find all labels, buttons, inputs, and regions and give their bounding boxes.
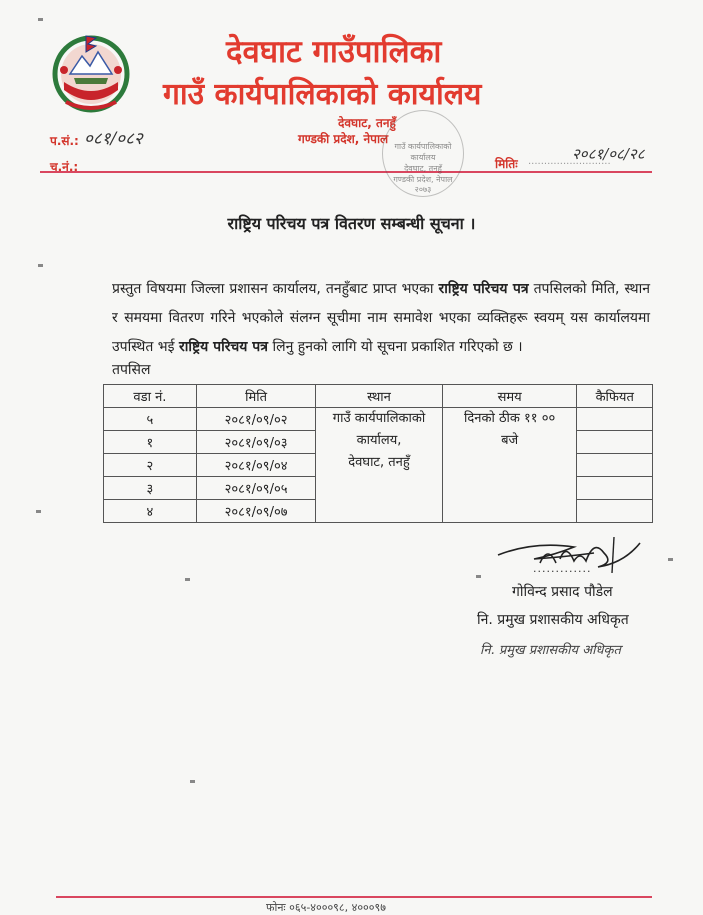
ref-number-value: ०८१/०८२	[84, 129, 143, 149]
body-part5: लिनु हुनको लागि यो सूचना प्रकाशित गरिएको छ ।	[268, 339, 523, 355]
scan-speck	[668, 558, 673, 561]
ward-cell: ५	[104, 408, 197, 431]
body-part1: प्रस्तुत विषयमा जिल्ला प्रशासन कार्यालय, तनहुँबाट प्राप्त भएका	[112, 281, 439, 297]
scan-speck	[36, 510, 41, 513]
notice-body	[112, 275, 650, 362]
table-row	[104, 408, 653, 431]
office-title-line1: देवघाट गाउँपालिका	[226, 34, 442, 70]
place-line2: कार्यालय,	[356, 433, 402, 448]
place-line3: देवघाट, तनहुँ	[348, 455, 410, 470]
date-value: २०८१/०८/२८	[572, 145, 645, 163]
place-line1: गाउँ कार्यपालिकाको	[332, 411, 426, 426]
header-time: समय	[442, 385, 577, 408]
section-label: तपसिल	[112, 362, 151, 378]
header-rule	[40, 171, 652, 173]
office-stamp	[382, 110, 464, 197]
ref-number-label: प.सं.:	[50, 134, 79, 148]
stamp-line5: २०७३	[414, 185, 432, 194]
header-place: स्थान	[316, 385, 443, 408]
signature-dots: .............	[533, 562, 592, 575]
header-ward: वडा नं.	[104, 385, 197, 408]
scan-speck	[185, 578, 190, 581]
scan-speck	[190, 780, 195, 783]
address-line2: गण्डकी प्रदेश, नेपाल	[298, 132, 389, 146]
stamp-line2: कार्यालय	[410, 153, 436, 162]
scan-speck	[38, 264, 43, 267]
date-dots: ..........................	[528, 156, 611, 167]
header-date: मिति	[196, 385, 315, 408]
date-cell: २०८१/०९/०४	[196, 454, 315, 477]
ward-cell: २	[104, 454, 197, 477]
remarks-cell	[577, 500, 653, 523]
stamp-line3: देवघाट, तनहुँ	[404, 164, 442, 173]
header-remarks: कैफियत	[577, 385, 653, 408]
scan-speck	[476, 575, 481, 578]
ward-cell: १	[104, 431, 197, 454]
remarks-cell	[577, 408, 653, 431]
body-part4-bold: राष्ट्रिय परिचय पत्र	[178, 339, 268, 355]
office-title-line2: गाउँ कार्यपालिकाको कार्यालय	[163, 77, 482, 112]
ward-cell: ३	[104, 477, 197, 500]
notice-subject: राष्ट्रिय परिचय पत्र वितरण सम्बन्धी सूचना ।	[227, 214, 476, 233]
scan-speck	[38, 18, 43, 21]
signatory-designation: नि. प्रमुख प्रशासकीय अधिकृत	[477, 612, 629, 628]
ward-cell: ४	[104, 500, 197, 523]
stamp-line4: गण्डकी प्रदेश, नेपाल	[393, 175, 453, 184]
table-header-row	[104, 385, 653, 408]
body-part3: तपसिलको मिति, स्थान र समयमा वितरण गरिने भएकोले संलग्न सूचीमा नाम समावेश भएका व्यक्तिहरू स्वयम् यस कार्यालयमा उपस्थित भई	[112, 281, 650, 355]
signatory-designation-handwritten: नि. प्रमुख प्रशासकीय अधिकृत	[480, 643, 621, 658]
footer-contact: फोनः ०६५-४०००९८, ४०००९७	[266, 901, 386, 914]
remarks-cell	[577, 431, 653, 454]
date-cell: २०८१/०९/०५	[196, 477, 315, 500]
nepal-emblem-icon	[50, 30, 132, 114]
date-label: मितिः	[495, 157, 518, 171]
time-cell	[442, 408, 577, 523]
address-line1: देवघाट, तनहुँ	[338, 116, 396, 130]
distribution-schedule-table	[103, 384, 653, 523]
time-line1: दिनको ठीक ११ ००	[464, 411, 556, 426]
dispatch-number-label: च.नं.:	[50, 160, 79, 174]
body-part2-bold: राष्ट्रिय परिचय पत्र	[438, 281, 529, 297]
time-line2: बजे	[501, 433, 519, 448]
date-cell: २०८१/०९/०७	[196, 500, 315, 523]
stamp-line1: गाउँ कार्यपालिकाको	[394, 142, 452, 151]
signatory-name: गोविन्द प्रसाद पौडेल	[512, 584, 613, 600]
place-cell	[316, 408, 443, 523]
date-cell: २०८१/०९/०२	[196, 408, 315, 431]
footer-rule	[56, 896, 652, 898]
remarks-cell	[577, 477, 653, 500]
date-cell: २०८१/०९/०३	[196, 431, 315, 454]
remarks-cell	[577, 454, 653, 477]
